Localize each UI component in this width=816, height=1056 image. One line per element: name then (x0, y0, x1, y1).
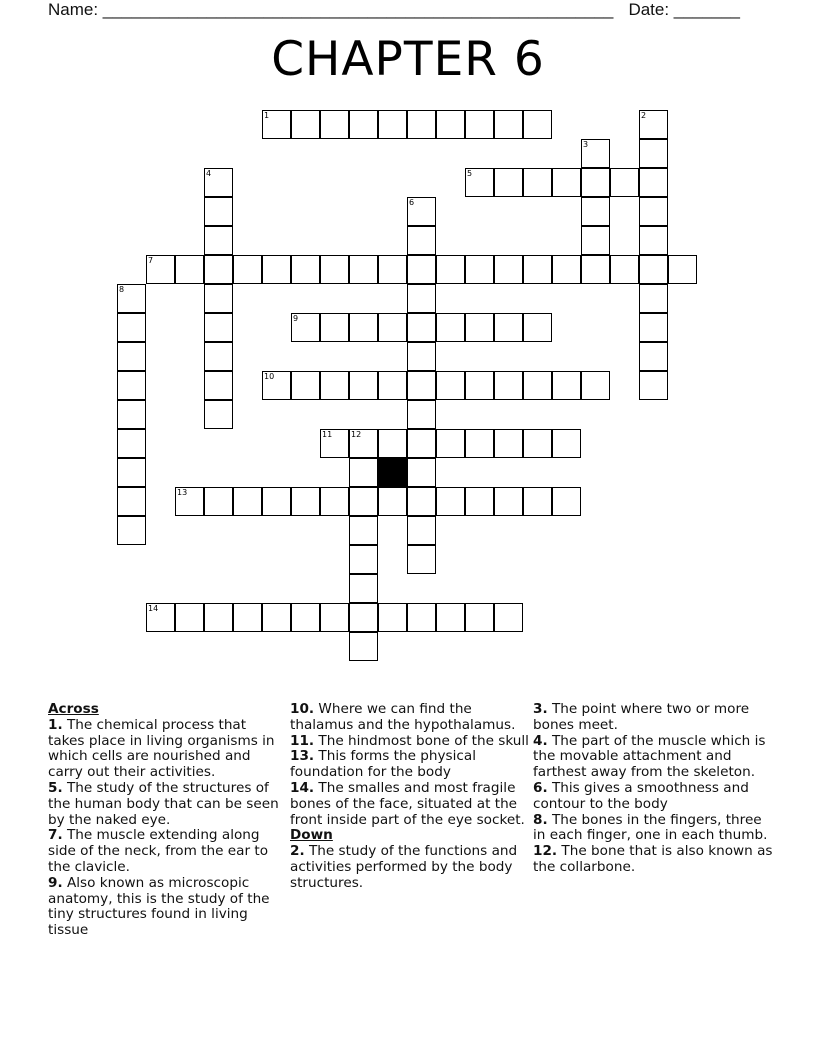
grid-cell[interactable] (494, 255, 523, 284)
grid-cell[interactable] (494, 371, 523, 400)
clue-down-3: 3. The point where two or more bones meet. (533, 701, 750, 733)
grid-cell[interactable] (262, 110, 291, 139)
grid-cell[interactable] (639, 371, 668, 400)
grid-cell[interactable] (320, 487, 349, 516)
clue-number: 5 (467, 169, 473, 178)
grid-cell[interactable] (407, 226, 436, 255)
grid-cell[interactable] (465, 255, 494, 284)
grid-cell[interactable] (349, 110, 378, 139)
grid-cell[interactable] (320, 313, 349, 342)
clues-column-1 (48, 702, 286, 939)
grid-cell[interactable] (407, 400, 436, 429)
grid-cell[interactable] (204, 400, 233, 429)
grid-cell[interactable] (407, 313, 436, 342)
grid-cell[interactable] (465, 603, 494, 632)
grid-cell[interactable] (349, 603, 378, 632)
grid-cell[interactable] (639, 139, 668, 168)
grid-cell[interactable] (117, 342, 146, 371)
grid-cell[interactable] (378, 255, 407, 284)
grid-cell[interactable] (610, 168, 639, 197)
grid-cell[interactable] (320, 603, 349, 632)
grid-cell[interactable] (407, 516, 436, 545)
grid-cell[interactable] (407, 255, 436, 284)
clue-number: 7 (148, 256, 154, 265)
grid-cell[interactable] (552, 487, 581, 516)
clue-across-7: 7. The muscle extending along side of the neck, from the ear to the clavicle. (48, 827, 269, 875)
grid-cell[interactable] (378, 603, 407, 632)
grid-cell[interactable] (494, 110, 523, 139)
grid-cell[interactable] (639, 226, 668, 255)
grid-cell[interactable] (436, 603, 465, 632)
grid-cell[interactable] (378, 487, 407, 516)
grid-cell[interactable] (204, 284, 233, 313)
grid-cell[interactable] (117, 516, 146, 545)
clue-number: 3 (583, 140, 589, 149)
clue-across-11: 11. The hindmost bone of the skull (290, 732, 529, 749)
clue-across-9: 9. Also known as microscopic anatomy, this is the study of the tiny structures found in living tissue (48, 874, 270, 939)
grid-cell[interactable] (175, 487, 204, 516)
clue-across-5: 5. The study of the structures of the human body that can be seen by the naked eye. (48, 779, 279, 828)
grid-cell[interactable] (349, 545, 378, 574)
clue-across-14: 14. The smalles and most fragile bones of the face, situated at the front inside part of the eye socket. (290, 779, 525, 828)
grid-cell[interactable] (204, 603, 233, 632)
grid-cell[interactable] (639, 342, 668, 371)
clue-number: 12 (351, 430, 362, 439)
grid-cell[interactable] (436, 429, 465, 458)
grid-cell[interactable] (639, 255, 668, 284)
grid-cell[interactable] (552, 429, 581, 458)
grid-cell[interactable] (581, 168, 610, 197)
clue-down-4: 4. The part of the muscle which is the movable attachment and farthest away from the skeleton. (533, 732, 766, 781)
date-field[interactable]: Date: _______ (628, 0, 740, 19)
grid-cell[interactable] (378, 110, 407, 139)
grid-cell[interactable] (465, 168, 494, 197)
grid-cell[interactable] (204, 226, 233, 255)
grid-cell[interactable] (610, 255, 639, 284)
grid-cell[interactable] (262, 371, 291, 400)
grid-cell[interactable] (494, 603, 523, 632)
grid-cell[interactable] (436, 487, 465, 516)
grid-cell[interactable] (349, 458, 378, 487)
grid-cell[interactable] (581, 197, 610, 226)
grid-cell[interactable] (465, 313, 494, 342)
grid-cell[interactable] (291, 313, 320, 342)
grid-cell[interactable] (233, 487, 262, 516)
grid-cell[interactable] (581, 371, 610, 400)
grid-cell[interactable] (407, 429, 436, 458)
grid-cell[interactable] (262, 255, 291, 284)
grid-cell[interactable] (552, 255, 581, 284)
grid-cell[interactable] (581, 226, 610, 255)
grid-cell[interactable] (407, 545, 436, 574)
clue-number: 8 (119, 285, 125, 294)
grid-cell[interactable] (494, 168, 523, 197)
grid-cell[interactable] (407, 458, 436, 487)
clue-down-2: 2. The study of the functions and activities performed by the body structures. (290, 843, 518, 891)
clue-number: 1 (264, 111, 270, 120)
grid-cell[interactable] (378, 313, 407, 342)
clues-column-3 (533, 702, 773, 876)
grid-cell[interactable] (175, 603, 204, 632)
grid-cell[interactable] (581, 139, 610, 168)
grid-cell[interactable] (204, 487, 233, 516)
clue-number: 11 (322, 430, 333, 439)
grid-cell[interactable] (204, 342, 233, 371)
clue-number: 2 (641, 111, 647, 120)
grid-cell[interactable] (291, 255, 320, 284)
grid-cell[interactable] (436, 371, 465, 400)
across-heading: Across (48, 701, 99, 717)
grid-cell[interactable] (407, 284, 436, 313)
grid-cell[interactable] (117, 284, 146, 313)
grid-cell[interactable] (407, 342, 436, 371)
clue-across-1: 1. The chemical process that takes place in living organisms in which cells are nourished and carry out their activities. (48, 716, 275, 781)
clue-down-8: 8. The bones in the fingers, three in each finger, one in each thumb. (533, 811, 768, 844)
grid-cell[interactable] (465, 429, 494, 458)
grid-cell[interactable] (436, 255, 465, 284)
grid-cell[interactable] (407, 197, 436, 226)
grid-cell[interactable] (117, 429, 146, 458)
grid-cell[interactable] (581, 255, 610, 284)
clue-down-6: 6. This gives a smoothness and contour to the body (533, 779, 749, 812)
grid-cell[interactable] (436, 313, 465, 342)
clues-column-2 (290, 702, 530, 892)
grid-cell[interactable] (465, 371, 494, 400)
grid-cell[interactable] (175, 255, 204, 284)
grid-cell[interactable] (378, 371, 407, 400)
grid-cell[interactable] (407, 110, 436, 139)
grid-cell[interactable] (349, 429, 378, 458)
grid-cell[interactable] (291, 603, 320, 632)
grid-cell[interactable] (407, 371, 436, 400)
grid-cell[interactable] (117, 487, 146, 516)
grid-cell[interactable] (552, 168, 581, 197)
grid-cell[interactable] (494, 313, 523, 342)
grid-cell[interactable] (117, 313, 146, 342)
clue-down-12: 12. The bone that is also known as the collarbone. (533, 843, 773, 875)
grid-cell[interactable] (291, 371, 320, 400)
grid-cell[interactable] (291, 487, 320, 516)
clue-across-13: 13. This forms the physical foundation for the body (290, 748, 476, 781)
clue-across-10: 10. Where we can find the thalamus and the hypothalamus. (290, 701, 516, 733)
grid-cell[interactable] (465, 487, 494, 516)
name-field[interactable]: Name: ______________________________________________________ (48, 0, 614, 19)
clue-number: 9 (293, 314, 299, 323)
grid-cell[interactable] (552, 371, 581, 400)
grid-cell[interactable] (349, 574, 378, 603)
grid-cell[interactable] (639, 197, 668, 226)
page-title: CHAPTER 6 (271, 32, 545, 87)
grid-cell[interactable] (117, 400, 146, 429)
grid-cell[interactable] (349, 632, 378, 661)
grid-cell[interactable] (407, 603, 436, 632)
grid-cell[interactable] (291, 110, 320, 139)
grid-cell[interactable] (639, 168, 668, 197)
blocked-cell (378, 458, 407, 487)
clue-number: 4 (206, 169, 212, 178)
grid-cell[interactable] (117, 371, 146, 400)
clue-number: 13 (177, 488, 188, 497)
grid-cell[interactable] (465, 110, 494, 139)
grid-cell[interactable] (349, 371, 378, 400)
grid-cell[interactable] (523, 110, 552, 139)
grid-cell[interactable] (349, 313, 378, 342)
grid-cell[interactable] (320, 429, 349, 458)
grid-cell[interactable] (494, 429, 523, 458)
clue-number: 6 (409, 198, 415, 207)
grid-cell[interactable] (349, 516, 378, 545)
grid-cell[interactable] (320, 371, 349, 400)
grid-cell[interactable] (320, 110, 349, 139)
grid-cell[interactable] (146, 603, 175, 632)
grid-cell[interactable] (204, 255, 233, 284)
grid-cell[interactable] (523, 429, 552, 458)
grid-cell[interactable] (204, 197, 233, 226)
grid-cell[interactable] (523, 371, 552, 400)
clue-number: 10 (264, 372, 275, 381)
grid-cell[interactable] (523, 313, 552, 342)
grid-cell[interactable] (494, 487, 523, 516)
clue-number: 14 (148, 604, 159, 613)
grid-cell[interactable] (639, 313, 668, 342)
grid-cell[interactable] (262, 487, 291, 516)
grid-cell[interactable] (378, 429, 407, 458)
grid-cell[interactable] (117, 458, 146, 487)
grid-cell[interactable] (204, 313, 233, 342)
grid-cell[interactable] (349, 487, 378, 516)
grid-cell[interactable] (146, 255, 175, 284)
down-heading: Down (290, 827, 333, 844)
grid-cell[interactable] (233, 255, 262, 284)
grid-cell[interactable] (523, 255, 552, 284)
grid-cell[interactable] (668, 255, 697, 284)
grid-cell[interactable] (639, 284, 668, 313)
grid-cell[interactable] (204, 168, 233, 197)
grid-cell[interactable] (262, 603, 291, 632)
grid-cell[interactable] (523, 487, 552, 516)
grid-cell[interactable] (320, 255, 349, 284)
grid-cell[interactable] (233, 603, 262, 632)
grid-cell[interactable] (523, 168, 552, 197)
grid-cell[interactable] (204, 371, 233, 400)
grid-cell[interactable] (349, 255, 378, 284)
grid-cell[interactable] (639, 110, 668, 139)
grid-cell[interactable] (436, 110, 465, 139)
grid-cell[interactable] (407, 487, 436, 516)
